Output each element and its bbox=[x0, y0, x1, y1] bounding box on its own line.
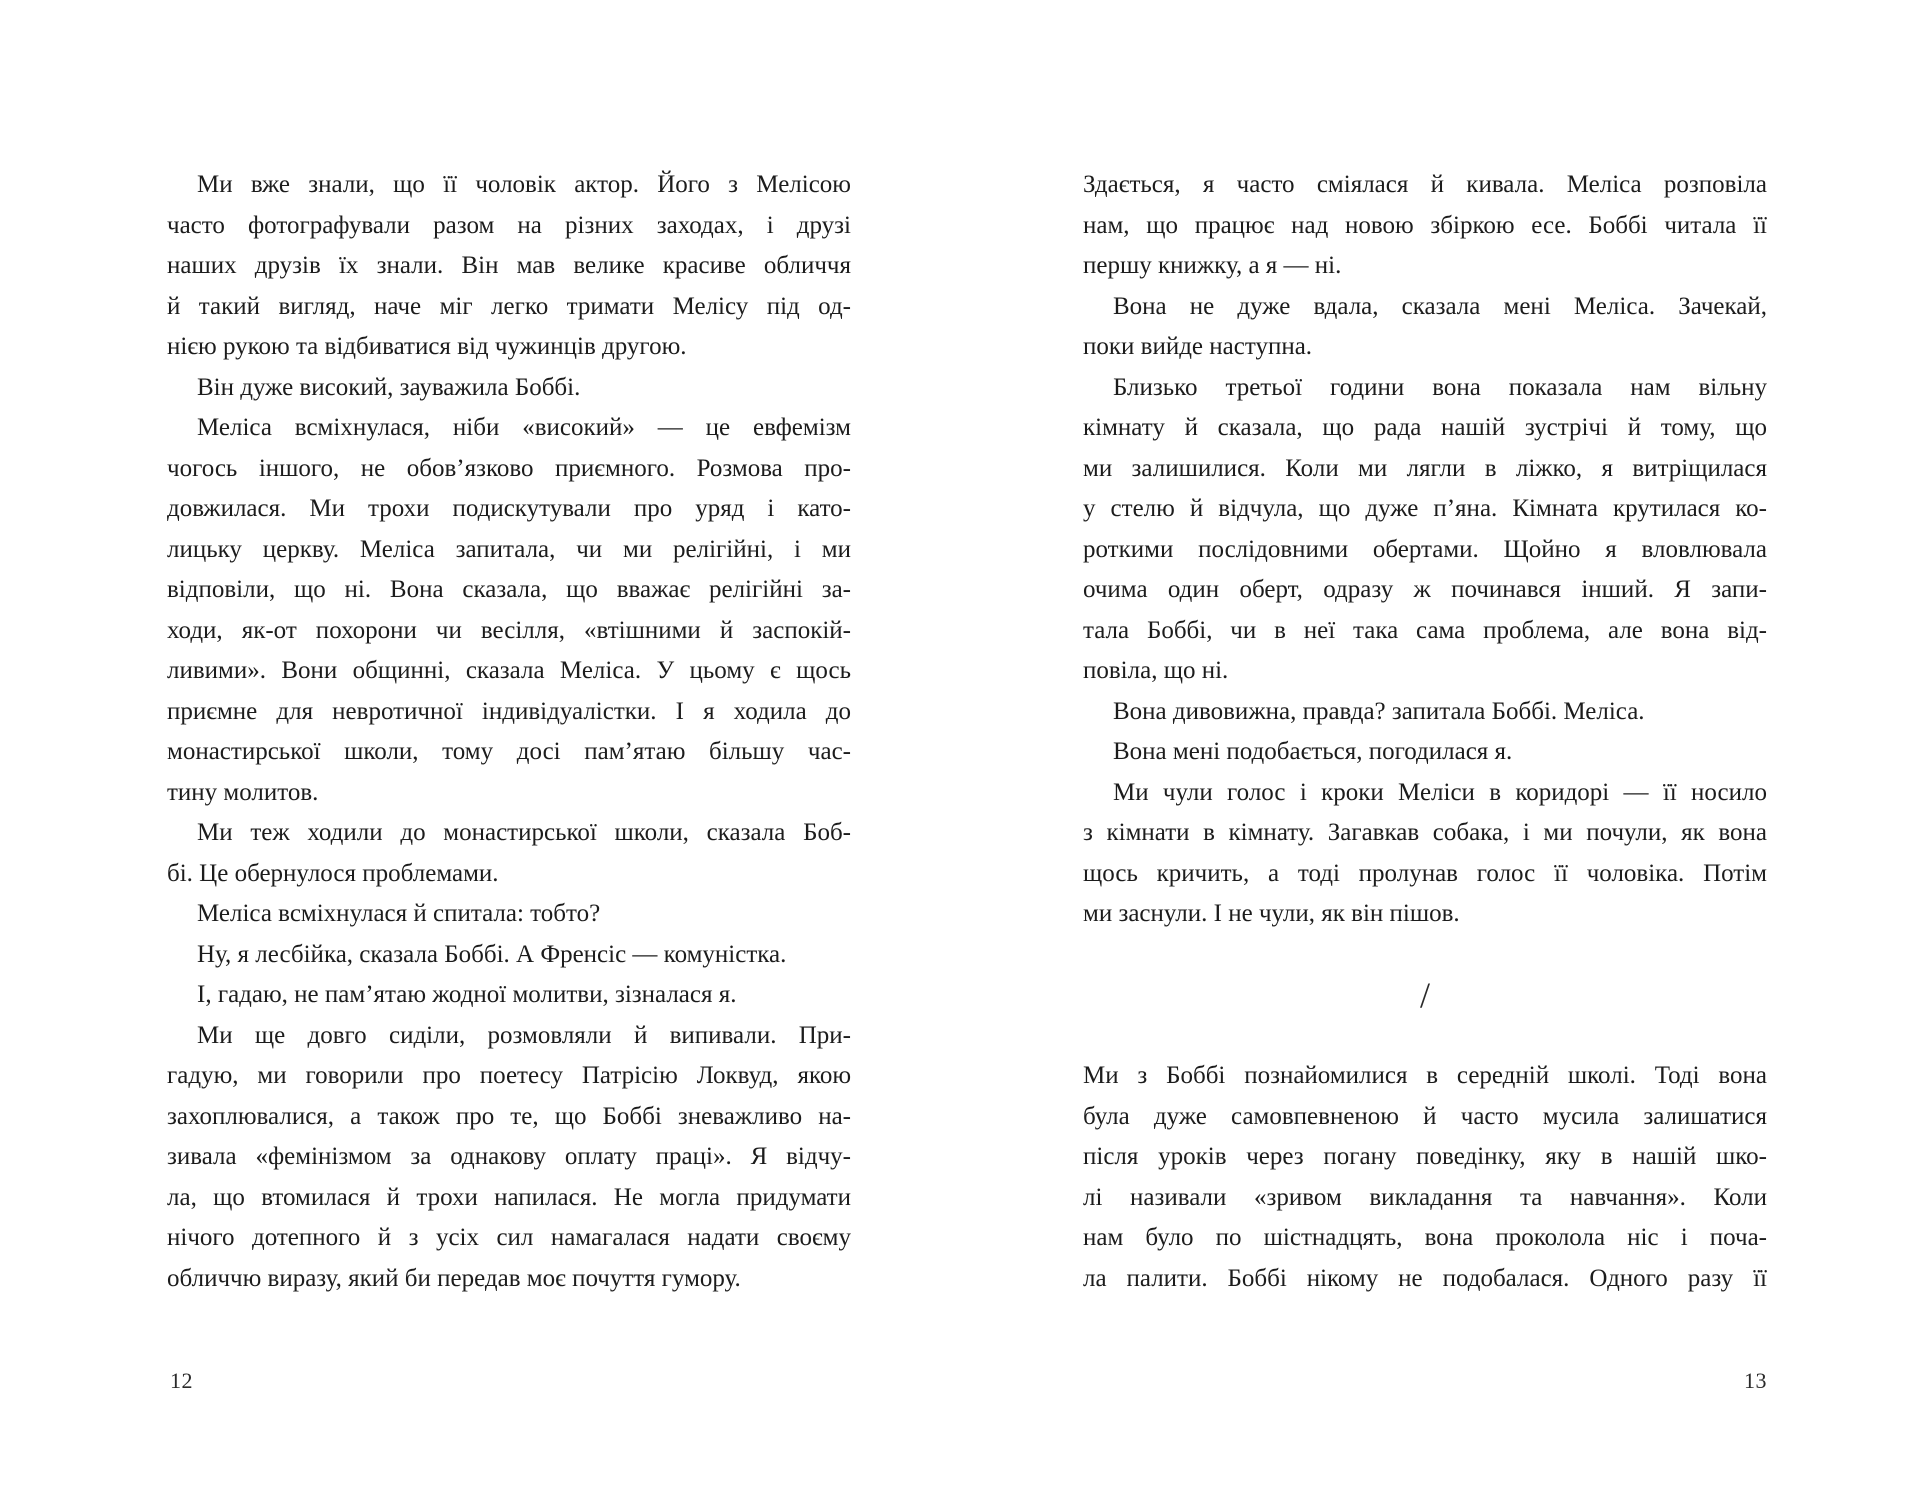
text-line: бі. Це обернулося проблемами. bbox=[167, 859, 499, 887]
text-line: у стелю й відчула, що дуже п’яна. Кімната крутилася ко- bbox=[1083, 495, 1767, 522]
text-line: нією рукою та відбиватися від чужинців другою. bbox=[167, 333, 687, 360]
text-line: часто фотографували разом на різних заходах, і друзі bbox=[167, 211, 851, 239]
text-line: Вона дивовижна, правда? запитала Боббі. Меліса. bbox=[1113, 697, 1645, 725]
text-line: Ми ще довго сиділи, розмовляли й випивали. При- bbox=[197, 1021, 851, 1049]
text-line: І, гадаю, не пам’ятаю жодної молитви, зізналася я. bbox=[197, 981, 737, 1008]
text-line: ла палити. Боббі нікому не подобалася. Одного разу її bbox=[1083, 1264, 1767, 1292]
text-line: Близько третьої години вона показала нам вільну bbox=[1113, 373, 1767, 401]
text-line: ми заснули. І не чули, як він пішов. bbox=[1083, 900, 1460, 927]
text-line: Ми з Боббі познайомилися в середній школі. Тоді вона bbox=[1083, 1062, 1767, 1089]
text-line: Меліса всміхнулася й спитала: тобто? bbox=[197, 900, 601, 927]
text-line: лицьку церкву. Меліса запитала, чи ми релігійні, і ми bbox=[167, 535, 851, 563]
text-line: наших друзів їх знали. Він мав велике красиве обличчя bbox=[167, 252, 851, 279]
text-line: першу книжку, а я — ні. bbox=[1083, 252, 1342, 279]
text-line: обличчю виразу, який би передав моє почуття гумору. bbox=[167, 1264, 741, 1292]
text-line: відповіли, що ні. Вона сказала, що вважає релігійні за- bbox=[167, 576, 851, 603]
text-line: тину молитов. bbox=[167, 778, 319, 806]
text-line: була дуже самовпевненою й часто мусила залишатися bbox=[1083, 1102, 1767, 1130]
text-line: ла, що втомилася й трохи напилася. Не могла придумати bbox=[167, 1183, 851, 1211]
text-line: довжилася. Ми трохи подискутували про уряд і като- bbox=[167, 495, 851, 522]
right-page-text-bottom bbox=[1083, 1056, 1767, 1299]
text-line: Ну, я лесбійка, сказала Боббі. А Френсіс — комуністка. bbox=[197, 940, 787, 968]
text-line: ходи, як-от похорони чи весілля, «втішними й заспокій- bbox=[167, 616, 851, 644]
left-page-text bbox=[167, 165, 851, 1299]
text-line: захоплювалися, а також про те, що Боббі зневажливо на- bbox=[167, 1102, 851, 1130]
text-line: тала Боббі, чи в неї така сама проблема, але вона від- bbox=[1083, 616, 1767, 644]
text-line: чогось іншого, не обов’язково приємного. Розмова про- bbox=[167, 454, 851, 482]
text-line: кімнату й сказала, що рада нашій зустрічі й тому, що bbox=[1083, 414, 1767, 441]
text-line: повіла, що ні. bbox=[1083, 657, 1229, 684]
text-line: монастирської школи, тому досі пам’ятаю більшу час- bbox=[167, 738, 851, 765]
section-divider: / bbox=[1419, 974, 1430, 1015]
text-line: лі називали «зривом викладання та навчання». Коли bbox=[1083, 1183, 1767, 1211]
page-number-right: 13 bbox=[1744, 1368, 1767, 1393]
text-line: приємне для невротичної індивідуалістки. І я ходила до bbox=[167, 697, 851, 725]
text-line: Меліса всміхнулася, ніби «високий» — це евфемізм bbox=[197, 414, 851, 441]
text-line: зивала «фемінізмом за однакову оплату праці». Я відчу- bbox=[167, 1143, 851, 1170]
text-line: Він дуже високий, зауважила Боббі. bbox=[197, 373, 581, 401]
text-line: й такий вигляд, наче міг легко тримати Мелісу під од- bbox=[167, 292, 851, 320]
text-line: гадую, ми говорили про поетесу Патрісію Локвуд, якою bbox=[167, 1062, 851, 1089]
text-line: очима один оберт, одразу ж починався інший. Я запи- bbox=[1083, 576, 1767, 603]
text-line: Ми теж ходили до монастирської школи, сказала Боб- bbox=[197, 819, 851, 846]
text-line: з кімнати в кімнату. Загавкав собака, і ми почули, як вона bbox=[1083, 819, 1767, 846]
text-line: нам було по шістнадцять, вона проколола ніс і поча- bbox=[1083, 1224, 1767, 1251]
text-line: Ми вже знали, що її чоловік актор. Його з Мелісою bbox=[197, 171, 851, 198]
page-number-left: 12 bbox=[170, 1368, 193, 1393]
text-line: щось кричить, а тоді пролунав голос її чоловіка. Потім bbox=[1083, 859, 1767, 887]
text-line: Вона мені подобається, погодилася я. bbox=[1113, 738, 1513, 765]
right-page-text-top bbox=[1083, 165, 1767, 935]
text-line: нам, що працює над новою збіркою есе. Боббі читала її bbox=[1083, 211, 1767, 239]
text-line: ливими». Вони общинні, сказала Меліса. У цьому є щось bbox=[167, 657, 851, 684]
text-line: ми залишилися. Коли ми лягли в ліжко, я витріщилася bbox=[1083, 454, 1767, 482]
text-line: Вона не дуже вдала, сказала мені Меліса. Зачекай, bbox=[1113, 292, 1767, 320]
text-line: Здається, я часто сміялася й кивала. Меліса розповіла bbox=[1083, 171, 1767, 198]
text-line: роткими послідовними обертами. Щойно я вловлювала bbox=[1083, 535, 1767, 563]
text-line: нічого дотепного й з усіх сил намагалася надати своєму bbox=[167, 1224, 851, 1251]
text-line: поки вийде наступна. bbox=[1083, 333, 1313, 360]
text-line: після уроків через погану поведінку, яку в нашій шко- bbox=[1083, 1143, 1767, 1170]
right-page-text bbox=[1083, 165, 1767, 1299]
text-line: Ми чули голос і кроки Меліси в коридорі — її носило bbox=[1113, 778, 1767, 806]
